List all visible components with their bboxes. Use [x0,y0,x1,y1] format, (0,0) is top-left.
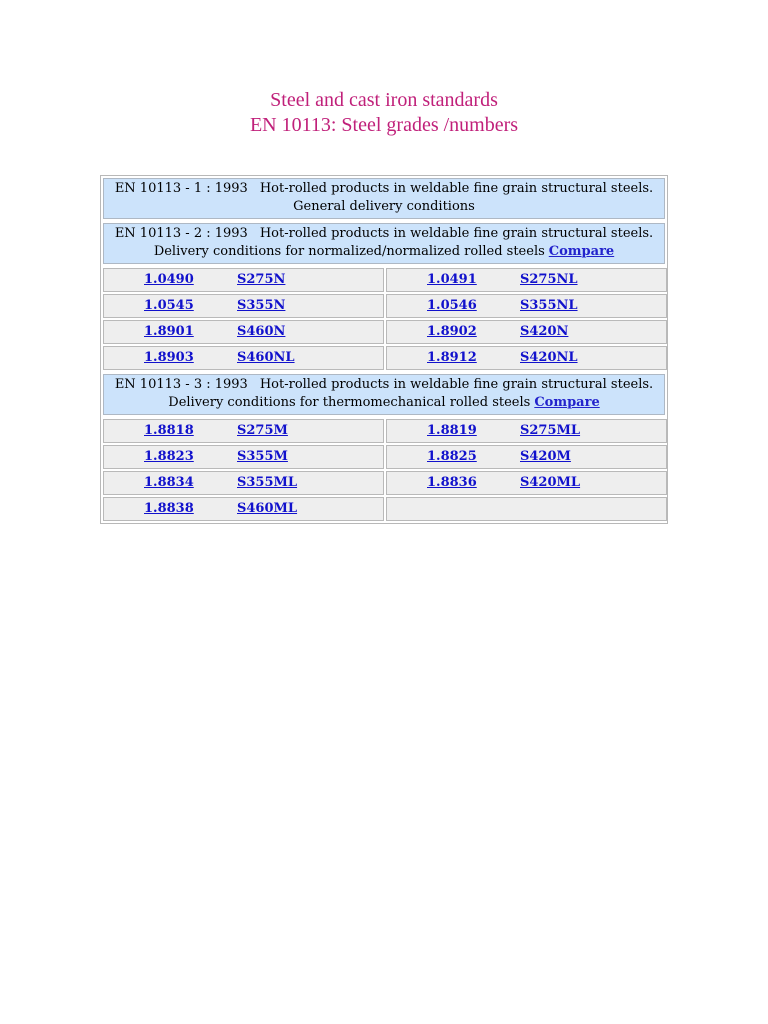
steel-grade-link[interactable]: S275ML [520,423,581,438]
steel-grade-link[interactable]: S275N [237,272,286,287]
grade-cell [103,497,384,521]
steel-grade-link[interactable]: S460ML [237,501,298,516]
steel-number-link[interactable]: 1.8912 [427,350,477,365]
steel-number-link[interactable]: 1.8836 [427,475,477,490]
steel-grade-link[interactable]: S355N [237,298,286,313]
grade-cell [103,346,384,370]
steel-grade-link[interactable]: S420NL [520,350,578,365]
grade-cell [386,320,667,344]
steel-grade-link[interactable]: S460NL [237,350,295,365]
steel-grade-link[interactable]: S460N [237,324,286,339]
steel-number-link[interactable]: 1.0546 [427,298,477,313]
steel-grade-link[interactable]: S355NL [520,298,578,313]
steel-grade-link[interactable]: S275M [237,423,288,438]
steel-number-link[interactable]: 1.8901 [144,324,194,339]
grade-cell [103,471,384,495]
steel-number-link[interactable]: 1.8819 [427,423,477,438]
steel-grade-link[interactable]: S420M [520,449,571,464]
grade-cell [386,445,667,469]
grade-cell [386,268,667,292]
compare-link[interactable]: Compare [548,244,615,259]
grade-cell [103,268,384,292]
section-header-part-1 [103,178,665,219]
grade-cell [386,294,667,318]
steel-number-link[interactable]: 1.0490 [144,272,194,287]
grade-cell [103,419,384,443]
steel-number-link[interactable]: 1.8818 [144,423,194,438]
standard-description: Hot-rolled products in weldable fine grain structural steels. [259,226,654,241]
steel-grade-link[interactable]: S355M [237,449,288,464]
grade-cell [103,445,384,469]
section-header-line-1 [108,180,660,198]
page-subtitle: EN 10113: Steel grades /numbers [249,114,519,136]
steel-number-link[interactable]: 1.8838 [144,501,194,516]
standard-subtitle: Delivery conditions for thermomechanical rolled steels [168,395,531,410]
grade-cell [103,294,384,318]
standard-description: Hot-rolled products in weldable fine grain structural steels. [259,181,654,196]
grade-grid-part-2 [103,268,665,370]
steel-grade-link[interactable]: S275NL [520,272,578,287]
standard-code: EN 10113 - 2 : 1993 [114,226,248,241]
standard-description: Hot-rolled products in weldable fine grain structural steels. [259,377,654,392]
section-header-part-2 [103,223,665,264]
compare-link[interactable]: Compare [534,395,600,410]
section-header-line-1 [108,376,660,394]
steel-number-link[interactable]: 1.8823 [144,449,194,464]
grade-cell [386,471,667,495]
standard-subtitle: Delivery conditions for normalized/normalized rolled steels [153,244,545,259]
steel-number-link[interactable]: 1.8834 [144,475,194,490]
standard-code: EN 10113 - 3 : 1993 [114,377,248,392]
steel-number-link[interactable]: 1.0545 [144,298,194,313]
grade-grid-part-3 [103,419,665,521]
section-header-line-2 [108,394,660,412]
standard-code: EN 10113 - 1 : 1993 [114,181,248,196]
standard-subtitle: General delivery conditions [293,199,475,214]
section-header-line-2 [108,198,660,216]
steel-grade-link[interactable]: S420ML [520,475,581,490]
page-title: Steel and cast iron standards [270,89,498,111]
section-header-part-3 [103,374,665,415]
section-header-line-1 [108,225,660,243]
grades-table [100,175,668,524]
section-header-line-2 [108,243,660,261]
steel-number-link[interactable]: 1.0491 [427,272,477,287]
steel-number-link[interactable]: 1.8825 [427,449,477,464]
grade-cell [386,346,667,370]
grade-cell [386,419,667,443]
grade-cell [103,320,384,344]
steel-grade-link[interactable]: S420N [520,324,569,339]
steel-number-link[interactable]: 1.8902 [427,324,477,339]
steel-grade-link[interactable]: S355ML [237,475,298,490]
empty-grade-cell [386,497,667,521]
steel-number-link[interactable]: 1.8903 [144,350,194,365]
